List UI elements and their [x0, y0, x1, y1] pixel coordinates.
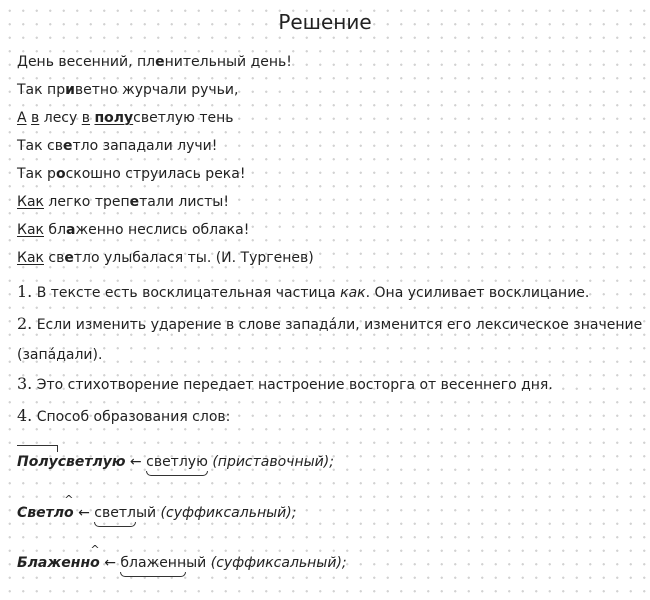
- text: женно неслись облака!: [75, 222, 250, 238]
- text: светлую тень: [133, 110, 234, 126]
- formation-1: [17, 452, 334, 472]
- source-word: светлую: [146, 454, 208, 470]
- answer-number: 3.: [17, 374, 33, 393]
- formation-3: [17, 543, 347, 573]
- prefix-mark: [17, 445, 58, 452]
- poem-line-2: [17, 80, 238, 100]
- ending: ый: [135, 505, 157, 521]
- preposition: в: [31, 110, 40, 126]
- stressed-vowel: о: [55, 166, 66, 182]
- text: легко треп: [43, 194, 130, 210]
- answer-2: [17, 314, 642, 335]
- poem-line-7: [17, 220, 249, 240]
- text: лесу: [39, 110, 82, 126]
- word-prefix: [17, 452, 58, 472]
- stressed-vowel: е: [155, 54, 165, 70]
- text: Полу: [17, 454, 58, 470]
- word-rest: светлую: [57, 454, 126, 470]
- method-note: (суффиксальный);: [156, 505, 297, 521]
- stressed-vowel: и: [65, 82, 75, 98]
- word-base: Блаженн: [17, 555, 91, 571]
- suffix-mark: ^: [64, 493, 74, 506]
- arrow: ←: [99, 555, 121, 571]
- text: Это стихотворение передает настроение восторга от весеннего дня.: [32, 377, 553, 393]
- text: нительный день!: [164, 54, 292, 70]
- preposition: в: [81, 110, 91, 126]
- arrow: ←: [73, 505, 95, 521]
- stressed-vowel: е: [129, 194, 140, 210]
- prefix: полу: [94, 110, 134, 126]
- source-stem: блаженн: [120, 555, 187, 571]
- text: ветно журчали ручьи,: [74, 82, 239, 98]
- text: Способ образования слов:: [32, 409, 231, 425]
- poem-line-1: [17, 52, 292, 72]
- text: Так св: [17, 138, 63, 154]
- formation-2: [17, 493, 297, 523]
- text: тло улыбалася ты. (И. Тургенев): [73, 250, 314, 266]
- text: скошно струилась река!: [65, 166, 246, 182]
- particle: Как: [17, 222, 44, 238]
- particle: Как: [17, 194, 44, 210]
- method-note: (приставочный);: [207, 454, 334, 470]
- answer-4: [17, 406, 230, 427]
- poem-line-5: [17, 164, 245, 184]
- answer-2-cont: (запа́дали).: [17, 347, 103, 363]
- text: Так пр: [17, 82, 66, 98]
- poem-line-4: [17, 136, 217, 156]
- suffix-mark: ^: [90, 543, 100, 556]
- answer-3: [17, 374, 553, 395]
- preposition: А: [17, 110, 27, 126]
- answer-number: 4.: [17, 406, 33, 425]
- text: тло западали лучи!: [72, 138, 218, 154]
- poem-line-6: [17, 192, 229, 212]
- stressed-vowel: е: [64, 250, 74, 266]
- source-stem: светл: [94, 505, 136, 521]
- page-title: Решение: [278, 10, 372, 34]
- stressed-vowel: а: [66, 222, 76, 238]
- text: о: [64, 505, 74, 521]
- text: тали листы!: [139, 194, 229, 210]
- text: . Она усиливает восклицание.: [365, 285, 590, 301]
- text: св: [43, 250, 65, 266]
- poem-line-8: [17, 248, 314, 268]
- answer-1: [17, 282, 589, 303]
- particle: Как: [17, 250, 44, 266]
- text: В тексте есть восклицательная частица: [32, 285, 341, 301]
- text: о: [90, 555, 100, 571]
- answer-number: 2.: [17, 314, 33, 333]
- word-base: Светл: [17, 505, 64, 521]
- poem-line-3: [17, 108, 234, 128]
- arrow: ←: [125, 454, 147, 470]
- method-note: (суффиксальный);: [206, 555, 347, 571]
- word-suffix: [64, 493, 74, 523]
- text: Если изменить ударение в слове запада́ли, изменится его лексическое значение: [32, 317, 643, 333]
- stressed-vowel: е: [63, 138, 73, 154]
- word-suffix: [90, 543, 100, 573]
- text: бл: [43, 222, 67, 238]
- particle: как: [340, 285, 366, 301]
- ending: ый: [186, 555, 207, 571]
- text: День весенний, пл: [17, 54, 156, 70]
- answer-number: 1.: [17, 282, 33, 301]
- text: Так р: [17, 166, 56, 182]
